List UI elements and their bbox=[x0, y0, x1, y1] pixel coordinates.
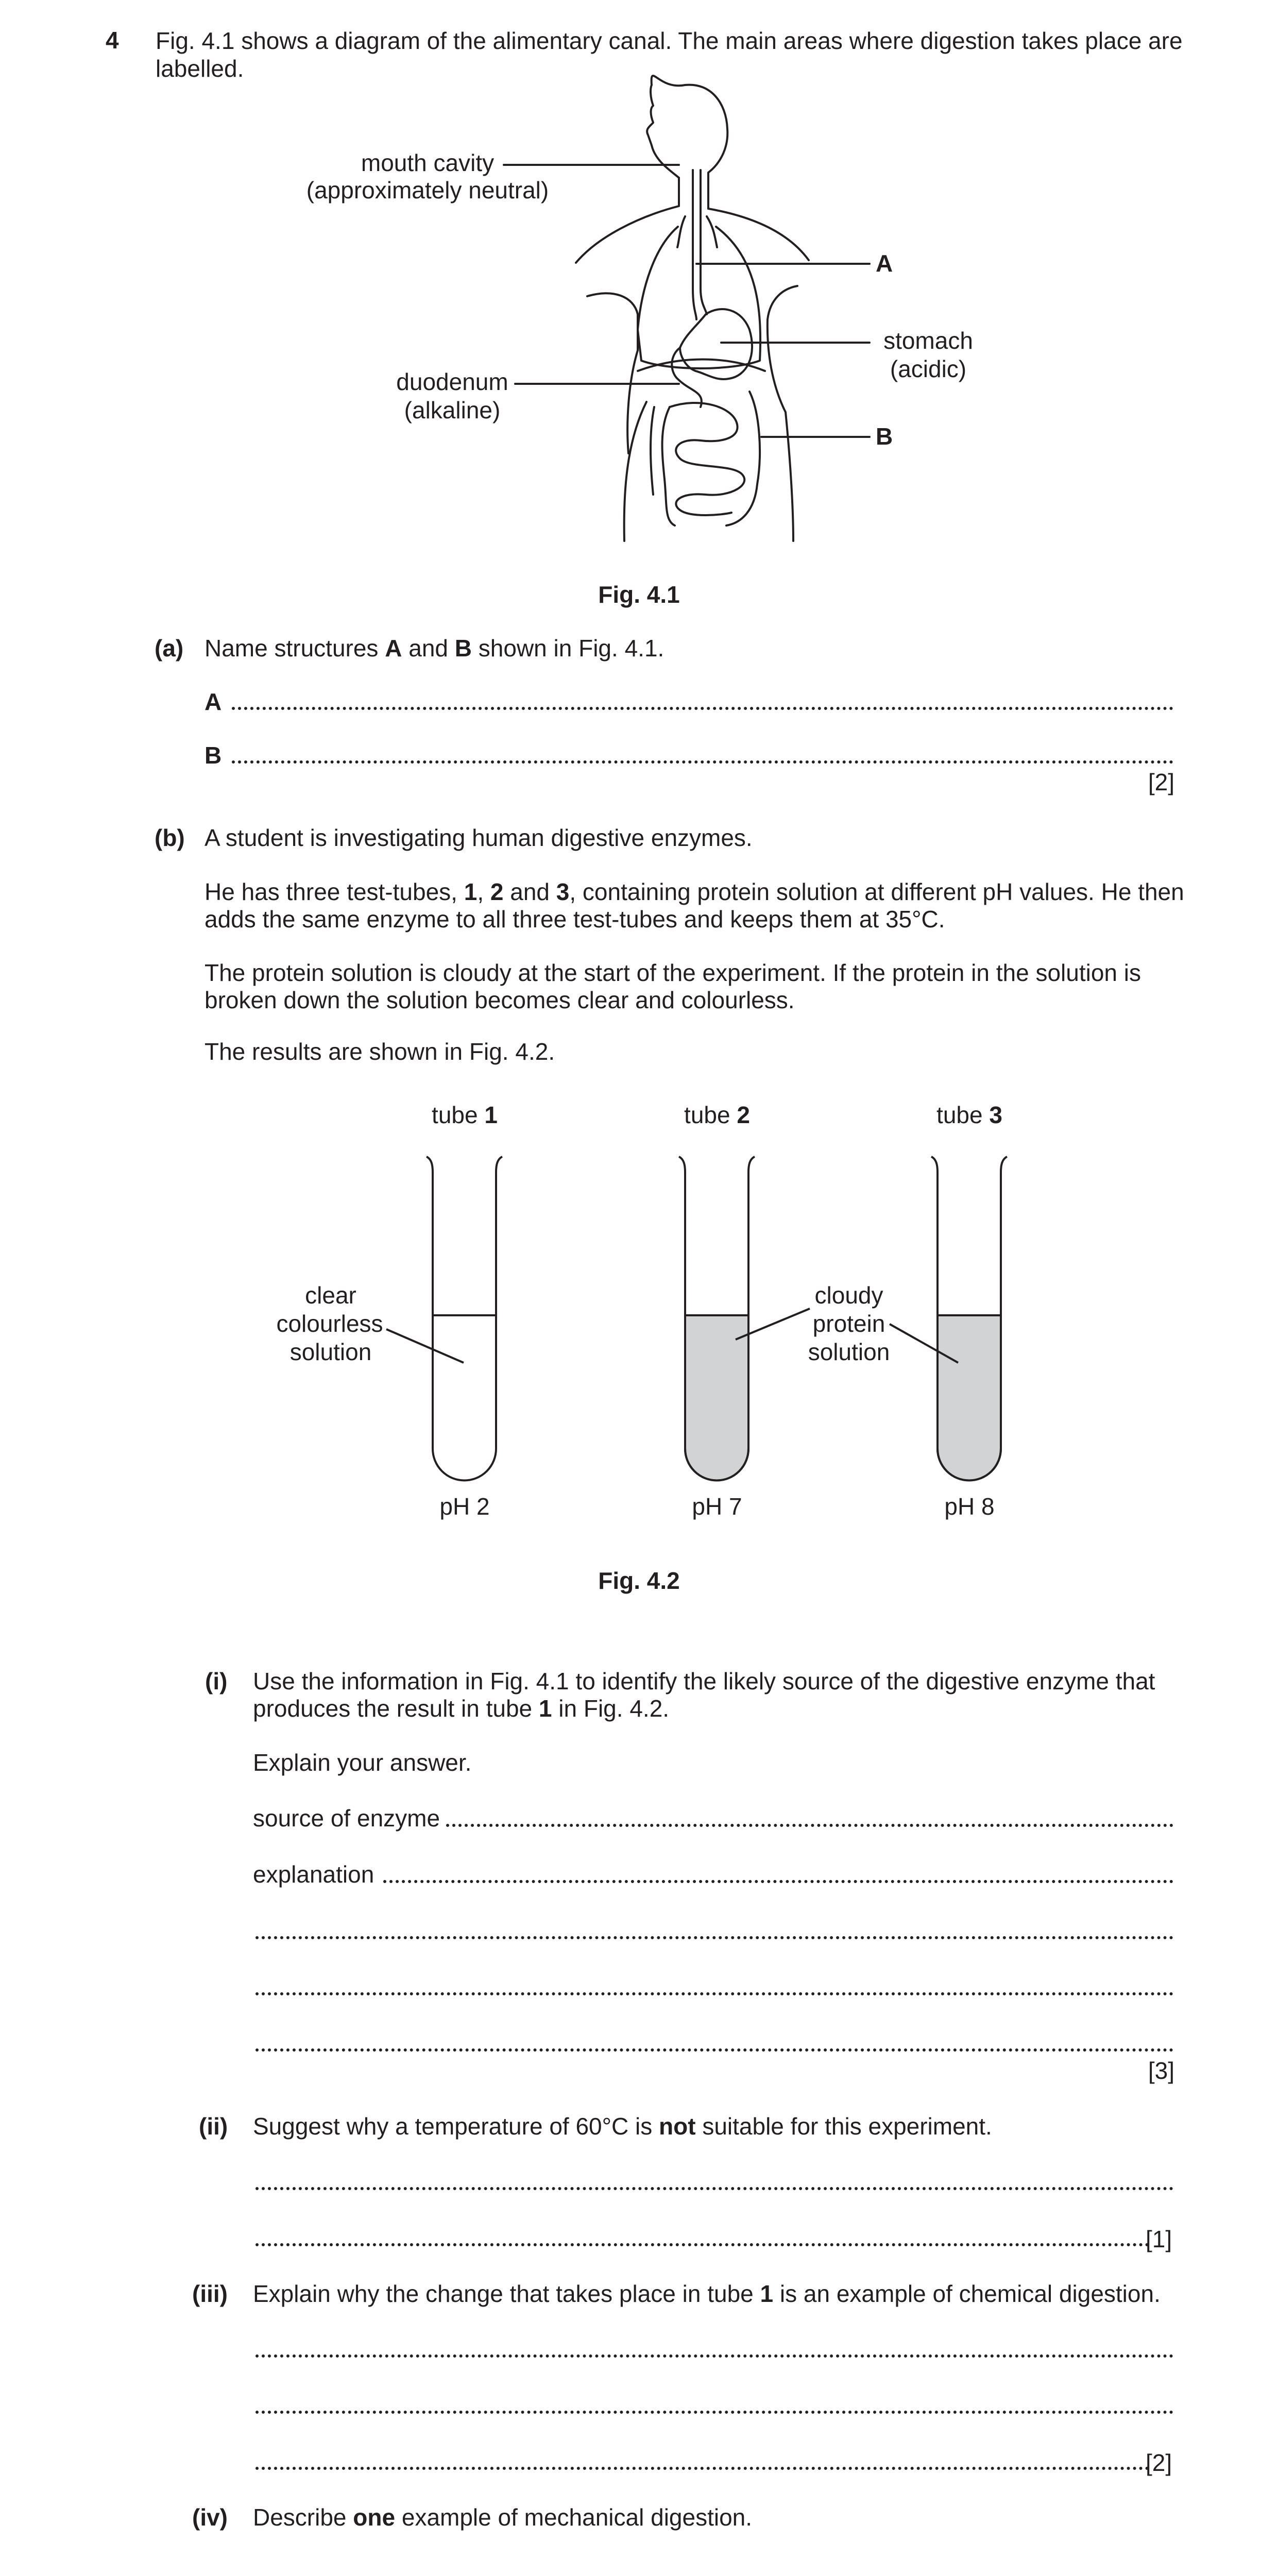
tube-1 bbox=[427, 1157, 502, 1481]
tube-2-ph: pH 7 bbox=[692, 1493, 742, 1520]
answer-line-source[interactable] bbox=[446, 1824, 1173, 1827]
answer-line-biii-3[interactable] bbox=[255, 2467, 1149, 2470]
label-mouth-cavity: mouth cavity bbox=[361, 149, 495, 176]
label-duodenum-alkaline: (alkaline) bbox=[404, 397, 501, 423]
answer-line-explanation-1[interactable] bbox=[383, 1880, 1173, 1883]
part-b-p2-pre: He has three test-tubes, bbox=[205, 878, 464, 905]
part-bi-label: (i) bbox=[205, 1668, 228, 1694]
part-bi-q-post: in Fig. 4.2. bbox=[552, 1695, 670, 1722]
answer-line-biii-2[interactable] bbox=[255, 2411, 1173, 2414]
question-number: 4 bbox=[106, 27, 119, 54]
part-bi-explain: Explain your answer. bbox=[253, 1749, 472, 1776]
part-b-p1: A student is investigating human digestive enzymes. bbox=[205, 824, 753, 851]
part-bi-marks: [3] bbox=[1148, 2057, 1174, 2084]
fig41-caption: Fig. 4.1 bbox=[598, 581, 680, 608]
answer-line-explanation-3[interactable] bbox=[255, 1992, 1173, 1995]
part-b-p2-line2: adds the same enzyme to all three test-tubes and keeps them at 35°C. bbox=[205, 906, 945, 933]
tube-3-solution bbox=[938, 1315, 1001, 1481]
part-biv-q-pre: Describe bbox=[253, 2504, 353, 2531]
part-bi-q-pre: Use the information in Fig. 4.1 to identify the likely source of the digestive enzyme that produces the result in tube bbox=[253, 1668, 1155, 1722]
part-b-p4: The results are shown in Fig. 4.2. bbox=[205, 1038, 555, 1065]
label-a: A bbox=[876, 250, 893, 277]
cloudy-label-2: protein bbox=[812, 1310, 885, 1337]
tube-1-header: tube 1 bbox=[432, 1101, 498, 1128]
part-biv-question bbox=[253, 2504, 752, 2531]
part-b-tube2: 2 bbox=[490, 878, 504, 905]
cloudy-label-3: solution bbox=[808, 1338, 890, 1365]
part-biii-label: (iii) bbox=[192, 2280, 228, 2307]
tube-3-header: tube 3 bbox=[936, 1101, 1002, 1128]
part-a-q-post: shown in Fig. 4.1. bbox=[472, 635, 664, 662]
label-stomach-acidic: (acidic) bbox=[890, 355, 967, 382]
answer-a-label: A bbox=[205, 688, 222, 715]
question-intro: Fig. 4.1 shows a diagram of the alimentary canal. The main areas where digestion takes place are labelled. bbox=[156, 27, 1183, 82]
fig42-caption: Fig. 4.2 bbox=[598, 1567, 680, 1594]
part-biv-q-post: example of mechanical digestion. bbox=[395, 2504, 753, 2531]
part-bi-question bbox=[253, 1668, 1175, 1722]
part-b-p2-comma: , bbox=[477, 878, 490, 905]
part-b-label: (b) bbox=[155, 824, 185, 851]
part-a-q-a: A bbox=[385, 635, 402, 662]
part-bii-label: (ii) bbox=[199, 2113, 228, 2140]
part-a-q-pre: Name structures bbox=[205, 635, 385, 662]
part-b-p2-and: and bbox=[503, 878, 556, 905]
answer-line-explanation-4[interactable] bbox=[255, 2048, 1173, 2052]
tube-1-ph: pH 2 bbox=[439, 1493, 490, 1520]
part-b-p2-post: , containing protein solution at different pH values. He then bbox=[569, 878, 1184, 905]
part-bii-q-pre: Suggest why a temperature of 60°C is bbox=[253, 2113, 659, 2140]
part-bii-q-bold: not bbox=[659, 2113, 696, 2140]
part-b-tube3: 3 bbox=[556, 878, 570, 905]
label-duodenum: duodenum bbox=[396, 368, 508, 395]
explanation-label: explanation bbox=[253, 1861, 374, 1888]
answer-line-biii-1[interactable] bbox=[255, 2354, 1173, 2358]
clear-label-1: clear bbox=[305, 1282, 356, 1309]
part-bi-q-num: 1 bbox=[538, 1695, 552, 1722]
part-biv-q-bold: one bbox=[353, 2504, 396, 2531]
label-stomach: stomach bbox=[883, 327, 973, 354]
tube-2-solution bbox=[685, 1315, 748, 1481]
clear-label-3: solution bbox=[289, 1338, 372, 1365]
part-biii-question bbox=[253, 2280, 1161, 2308]
part-a-q-mid: and bbox=[402, 635, 455, 662]
part-biv-label: (iv) bbox=[192, 2504, 228, 2531]
part-bii-q-post: suitable for this experiment. bbox=[695, 2113, 992, 2140]
answer-b-label: B bbox=[205, 742, 222, 769]
part-bii-question bbox=[253, 2113, 992, 2140]
part-a-marks: [2] bbox=[1148, 769, 1174, 795]
part-a-label: (a) bbox=[155, 635, 184, 662]
part-biii-q-num: 1 bbox=[760, 2280, 774, 2307]
tube-2-header: tube 2 bbox=[684, 1101, 750, 1128]
cloudy-label-1: cloudy bbox=[814, 1282, 883, 1309]
tube-3-ph: pH 8 bbox=[944, 1493, 995, 1520]
label-b: B bbox=[876, 423, 893, 450]
clear-label-2: colourless bbox=[276, 1310, 383, 1337]
part-b-p3: The protein solution is cloudy at the start of the experiment. If the protein in the solution is broken down the solution becomes clear and colourless. bbox=[205, 959, 1141, 1013]
answer-line-explanation-2[interactable] bbox=[255, 1936, 1173, 1939]
part-bii-marks: [1] bbox=[1146, 2226, 1172, 2252]
label-mouth-neutral: (approximately neutral) bbox=[306, 177, 549, 204]
answer-line-bii-1[interactable] bbox=[255, 2187, 1173, 2190]
source-of-enzyme-label: source of enzyme bbox=[253, 1805, 440, 1832]
part-biii-marks: [2] bbox=[1146, 2449, 1172, 2476]
part-b-tube1: 1 bbox=[464, 878, 478, 905]
part-biii-q-post: is an example of chemical digestion. bbox=[773, 2280, 1161, 2307]
answer-line-bii-2[interactable] bbox=[255, 2243, 1149, 2246]
part-a-q-b: B bbox=[454, 635, 472, 662]
part-biii-q-pre: Explain why the change that takes place in tube bbox=[253, 2280, 760, 2307]
